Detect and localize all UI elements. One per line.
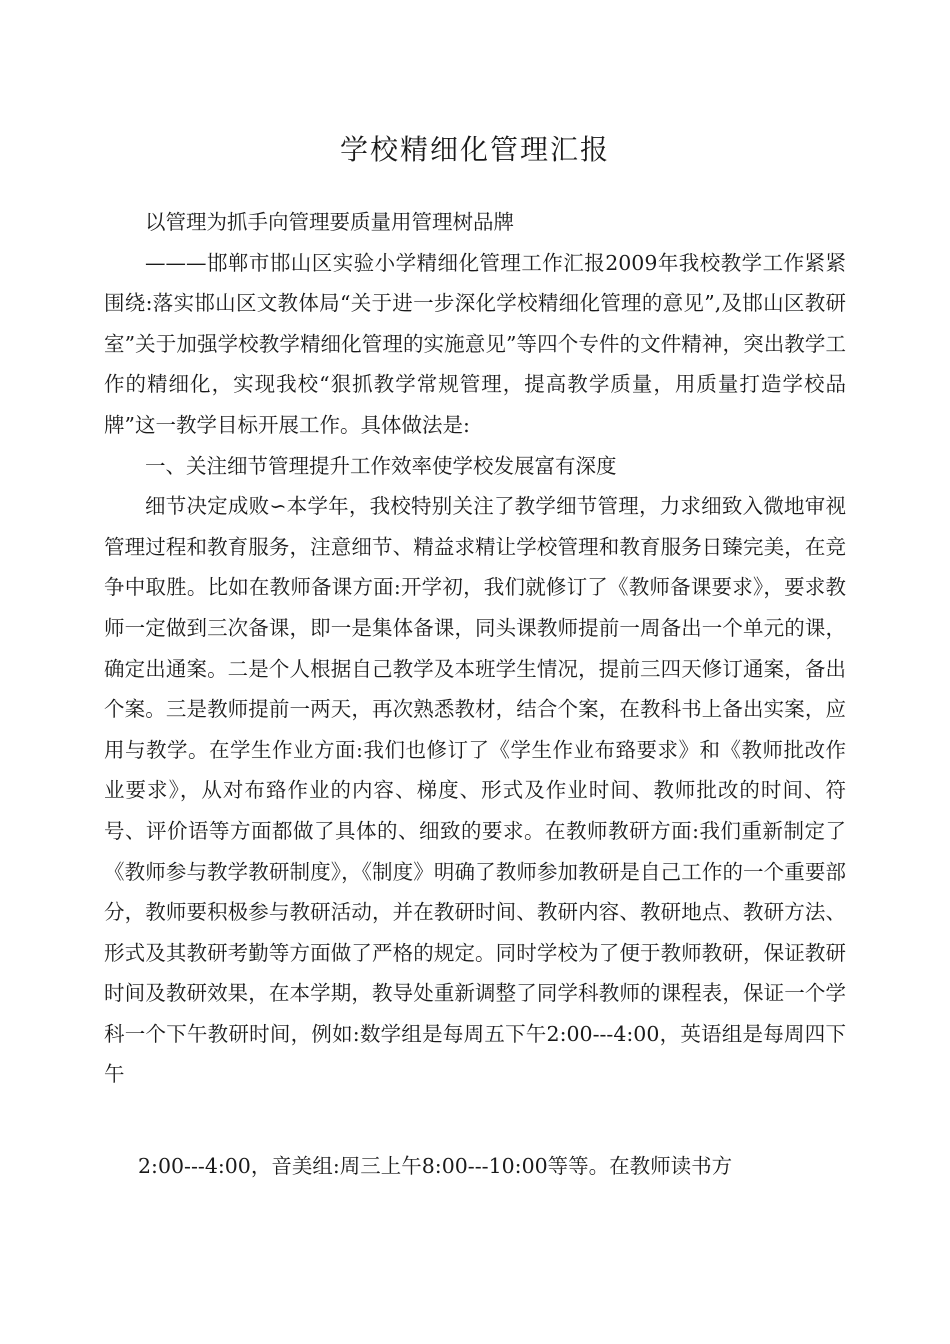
document-body [104,202,846,1095]
subtitle-paragraph: 以管理为抓手向管理要质量用管理树品牌 [145,210,514,234]
continuation-line: 2:00---4:00，音美组:周三上午8:00---10:00等等。在教师读书方 [138,1154,733,1178]
document-title: 学校精细化管理汇报 [339,133,610,166]
section-heading: 一、关注细节管理提升工作效率使学校发展富有深度 [145,453,617,478]
detail-paragraph: 细节决定成败∽本学年，我校特别关注了教学细节管理，力求细致入微地审视管理过程和教育服务，注意细节、精益求精让学校管理和教育服务日臻完美，在竞争中取胜。比如在教师备课方面:开学初，我们就修订了《教师备课要求》，要求教师一定做到三次备课，即一是集体备课，同头课教师提前一周备出一个单元的课，确定出通案。二是个人根据自己教学及本班学生情况，提前三四天修订通案，备出个案。三是教师提前一两天，再次熟悉教材，结合个案，在教科书上备出实案，应用与教学。在学生作业方面:我们也修订了《学生作业布臵要求》和《教师批改作业要求》，从对布臵作业的内容、梯度、形式及作业时间、教师批改的时间、符号、评价语等方面都做了具体的、细致的要求。在教师教研方面:我们重新制定了《教师参与教学教研制度》，《制度》明确了教师参加教研是自己工作的一个重要部分，教师要积极参与教研活动，并在教研时间、教研内容、教研地点、教研方法、形式及其教研考勤等方面做了严格的规定。同时学校为了便于教师教研，保证教研时间及教研效果，在本学期，教导处重新调整了同学科教师的课程表，保证一个学科一个下午教研时间，例如:数学组是每周五下午2:00---4:00，英语组是每周四下午 [104,494,846,1087]
intro-paragraph: ———邯郸市邯山区实验小学精细化管理工作汇报2009年我校教学工作紧紧围绕:落实邯山区文教体局“关于进一步深化学校精细化管理的意见”,及邯山区教研室”关于加强学校教学精细化管理的实施意见”等四个专件的文件精神，突出教学工作的精细化，实现我校“狠抓教学常规管理，提高教学质量，用质量打造学校品牌”这一教学目标开展工作。具体做法是: [104,250,846,437]
